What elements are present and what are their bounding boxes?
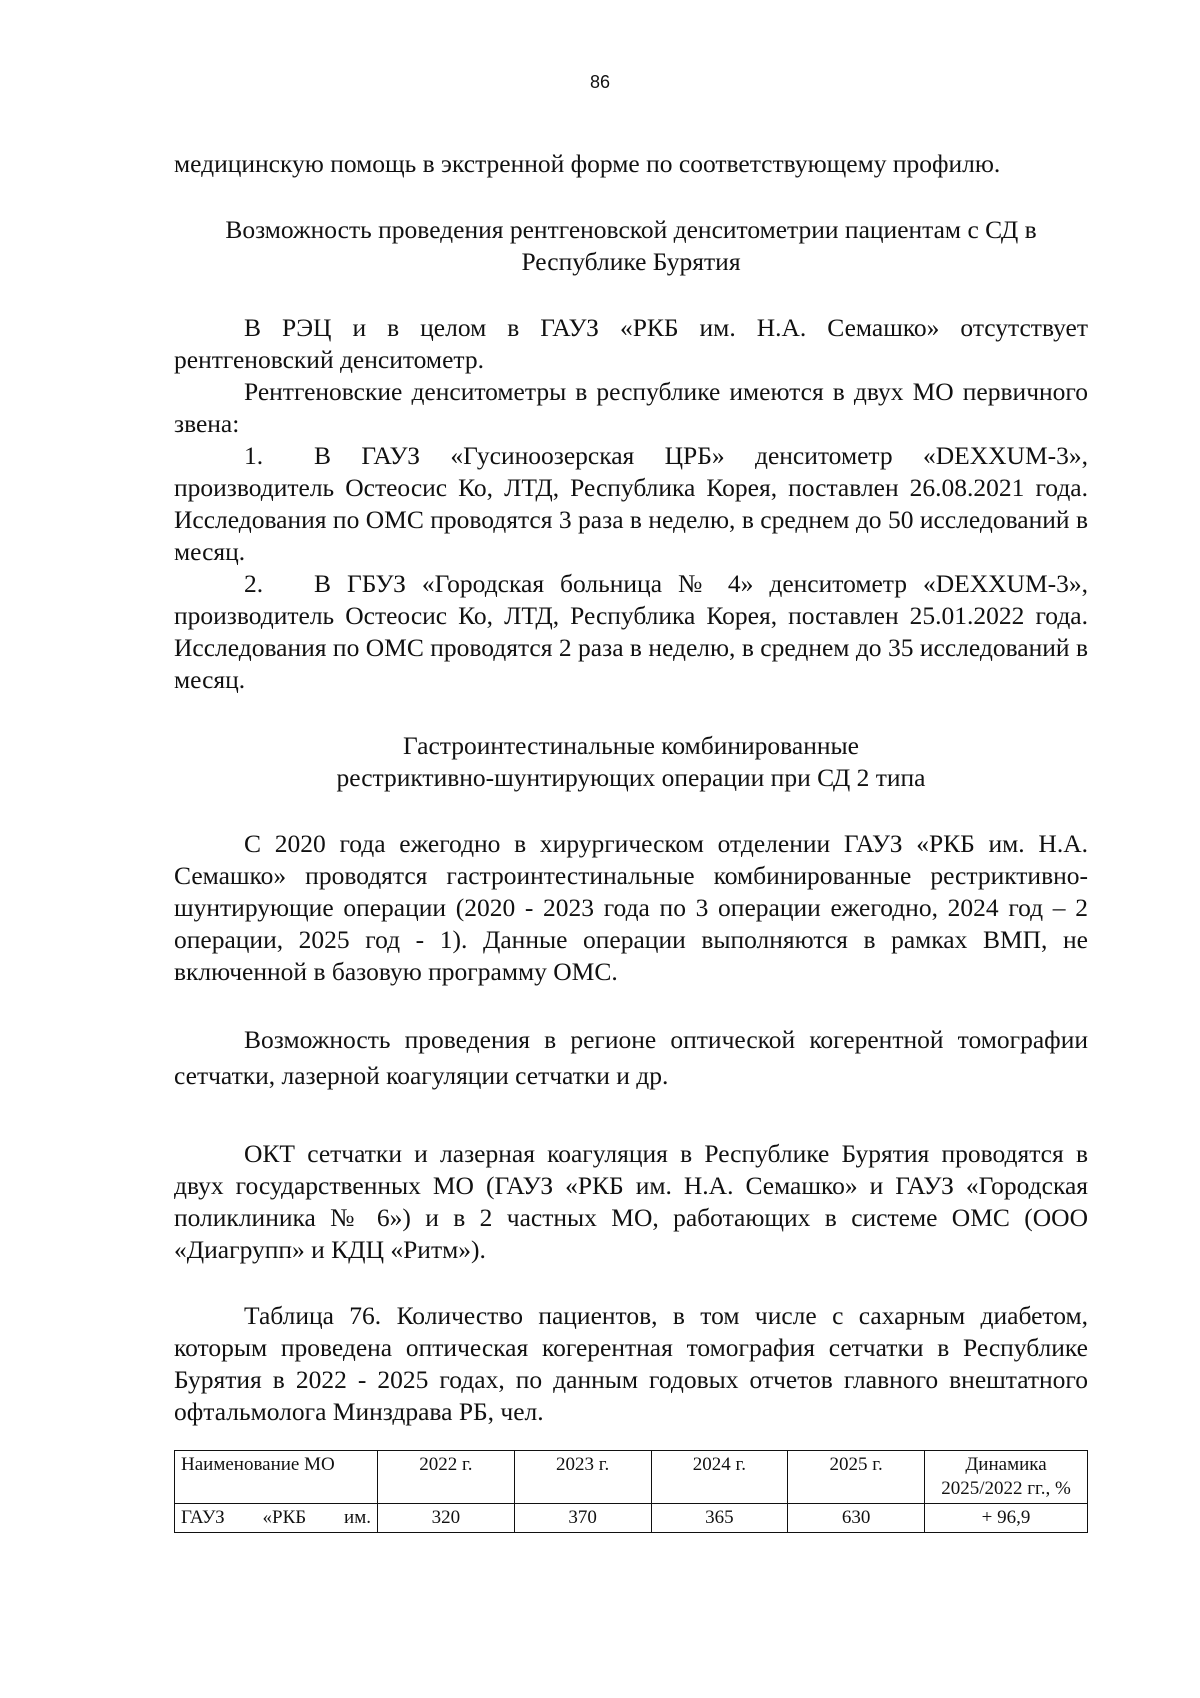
table-header-cell: Динамика 2025/2022 гг., % — [925, 1451, 1088, 1504]
paragraph-continuation: медицинскую помощь в экстренной форме по соответствующему профилю. — [174, 149, 1001, 178]
section-heading-surgery: Гастроинтестинальные комбинированные рестриктивно-шунтирующих операции при СД 2 типа — [336, 731, 926, 792]
table-cell: 630 — [788, 1504, 925, 1533]
table-header-cell: 2025 г. — [788, 1451, 925, 1504]
table-header-row — [175, 1451, 1088, 1504]
table-header-cell: Наименование МО — [175, 1451, 378, 1504]
list-item-text: В ГБУЗ «Городская больница № 4» денситометр «DEXXUM-3», производитель Остеосис Ко, ЛТД, Республика Корея, поставлен 25.01.2022 года. Исследования по ОМС проводятся 2 раза в неделю, в среднем до 35 исследований в месяц. — [174, 569, 1088, 694]
table-cell: 365 — [651, 1504, 788, 1533]
paragraph-oct-heading: Возможность проведения в регионе оптической когерентной томографии сетчатки, лазерной коагуляции сетчатки и др. — [174, 1025, 1088, 1090]
document-body — [174, 148, 1088, 1533]
list-number: 1. — [244, 441, 264, 470]
section-heading-densitometry: Возможность проведения рентгеновской денситометрии пациентам с СД в Республике Бурятия — [225, 215, 1037, 276]
paragraph: В РЭЦ и в целом в ГАУЗ «РКБ им. Н.А. Семашко» отсутствует рентгеновский денситометр. — [174, 313, 1088, 374]
table-header-cell: 2023 г. — [514, 1451, 651, 1504]
table-cell: 370 — [514, 1504, 651, 1533]
data-table — [174, 1450, 1088, 1533]
table-header-cell: 2022 г. — [378, 1451, 515, 1504]
page-number: 86 — [589, 72, 611, 92]
table-cell: ГАУЗ «РКБ им. — [175, 1504, 378, 1533]
paragraph: Рентгеновские денситометры в республике имеются в двух МО первичного звена: — [174, 377, 1088, 438]
list-item — [174, 440, 1088, 568]
table-cell: 320 — [378, 1504, 515, 1533]
paragraph: ОКТ сетчатки и лазерная коагуляция в Республике Бурятия проводятся в двух государственных МО (ГАУЗ «РКБ им. Н.А. Семашко» и ГАУЗ «Городская поликлиника № 6») и в 2 частных МО, работающих в системе ОМС (ООО «Диагрупп» и КДЦ «Ритм»). — [174, 1139, 1088, 1264]
table-row — [175, 1504, 1088, 1533]
table-cell: + 96,9 — [925, 1504, 1088, 1533]
list-number: 2. — [244, 569, 264, 598]
table-caption: Таблица 76. Количество пациентов, в том числе с сахарным диабетом, которым проведена оптическая когерентная томография сетчатки в Республике Бурятия в 2022 - 2025 годах, по данным годовых отчетов главного внештатного офтальмолога Минздрава РБ, чел. — [174, 1301, 1088, 1426]
paragraph: С 2020 года ежегодно в хирургическом отделении ГАУЗ «РКБ им. Н.А. Семашко» проводятся гастроинтестинальные комбинированные рестриктивно-шунтирующие операции (2020 - 2023 года по 3 операции ежегодно, 2024 год – 2 операции, 2025 год - 1). Данные операции выполняются в рамках ВМП, не включенной в базовую программу ОМС. — [174, 829, 1088, 986]
list-item-text: В ГАУЗ «Гусиноозерская ЦРБ» денситометр «DEXXUM-3», производитель Остеосис Ко, ЛТД, Республика Корея, поставлен 26.08.2021 года. Исследования по ОМС проводятся 3 раза в неделю, в среднем до 50 исследований в месяц. — [174, 441, 1088, 566]
table-header-cell: 2024 г. — [651, 1451, 788, 1504]
list-item — [174, 568, 1088, 696]
